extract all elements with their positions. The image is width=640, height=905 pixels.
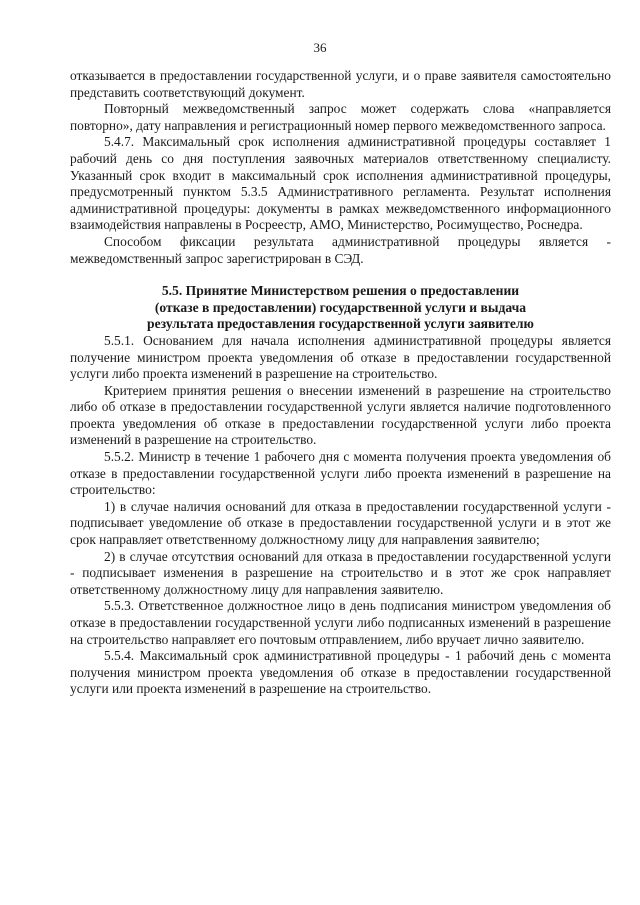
document-body xyxy=(70,68,611,698)
page-number: 36 xyxy=(313,40,327,55)
section-heading-line: результата предоставления государственной услуги заявителю xyxy=(147,316,534,332)
list-item: 1) в случае наличия оснований для отказа в предоставлении государственной услуги - подписывает уведомление об отказе в предоставлении государственной услуги и в этот же срок направляет ответственному должностному лицу для направления заявителю; xyxy=(70,498,611,548)
paragraph: Способом фиксации результата административной процедуры является - межведомственный запрос зарегистрирован в СЭД. xyxy=(70,233,611,266)
paragraph: 5.4.7. Максимальный срок исполнения административной процедуры составляет 1 рабочий день со дня поступления заявочных материалов ответственному специалисту. Указанный срок входит в максимальный срок исполнения административной процедуры, предусмотренный пунктом 5.3.5 Административного регламента. Результат исполнения административной процедуры: документы в рамках межведомственного информационного взаимодействия направлены в Росреестр, АМО, Министерство, Росимущество, Роснедра. xyxy=(70,134,611,233)
paragraph: 5.5.3. Ответственное должностное лицо в день подписания министром уведомления об отказе в предоставлении государственной услуги либо подписанных изменений в разрешение на строительство направляет его почтовым отправлением, либо вручает лично заявителю. xyxy=(70,598,611,647)
paragraph: отказывается в предоставлении государственной услуги, и о праве заявителя самостоятельно представить соответствующий документ. xyxy=(70,68,611,100)
paragraphs-after-section xyxy=(70,333,611,698)
paragraphs-before-section xyxy=(70,68,611,267)
paragraph: 5.5.4. Максимальный срок административной процедуры - 1 рабочий день с момента получения министром проекта уведомления об отказе в предоставлении государственной услуги или проекта изменений в разрешение на строительство. xyxy=(70,648,611,697)
paragraph: Повторный межведомственный запрос может содержать слова «направляется повторно», дату направления и регистрационный номер первого межведомственного запроса. xyxy=(70,101,611,133)
paragraph: 5.5.1. Основанием для начала исполнения административной процедуры является получение министром проекта уведомления об отказе в предоставлении государственной услуги либо проекта изменений в разрешение на строительство. xyxy=(70,332,611,382)
paragraph: 5.5.2. Министр в течение 1 рабочего дня с момента получения проекта уведомления об отказе в предоставлении государственной услуги либо проекта изменений в разрешение на строительство: xyxy=(70,449,611,498)
section-heading xyxy=(70,283,611,333)
section-heading-line: 5.5. Принятие Министерством решения о предоставлении xyxy=(161,283,520,299)
list-item: 2) в случае отсутствия оснований для отказа в предоставлении государственной услуги - подписывает изменения в разрешение на строительство и в этот же срок направляет ответственному должностному лицу для направления заявителю. xyxy=(70,548,611,597)
paragraph: Критерием принятия решения о внесении изменений в разрешение на строительство либо об отказе в предоставлении государственной услуги является наличие подготовленного проекта уведомления об отказе в предоставлении государственной услуги либо проекта изменений в разрешение на строительство. xyxy=(70,382,611,448)
section-heading-line: (отказе в предоставлении) государственной услуги и выдача xyxy=(154,299,527,315)
